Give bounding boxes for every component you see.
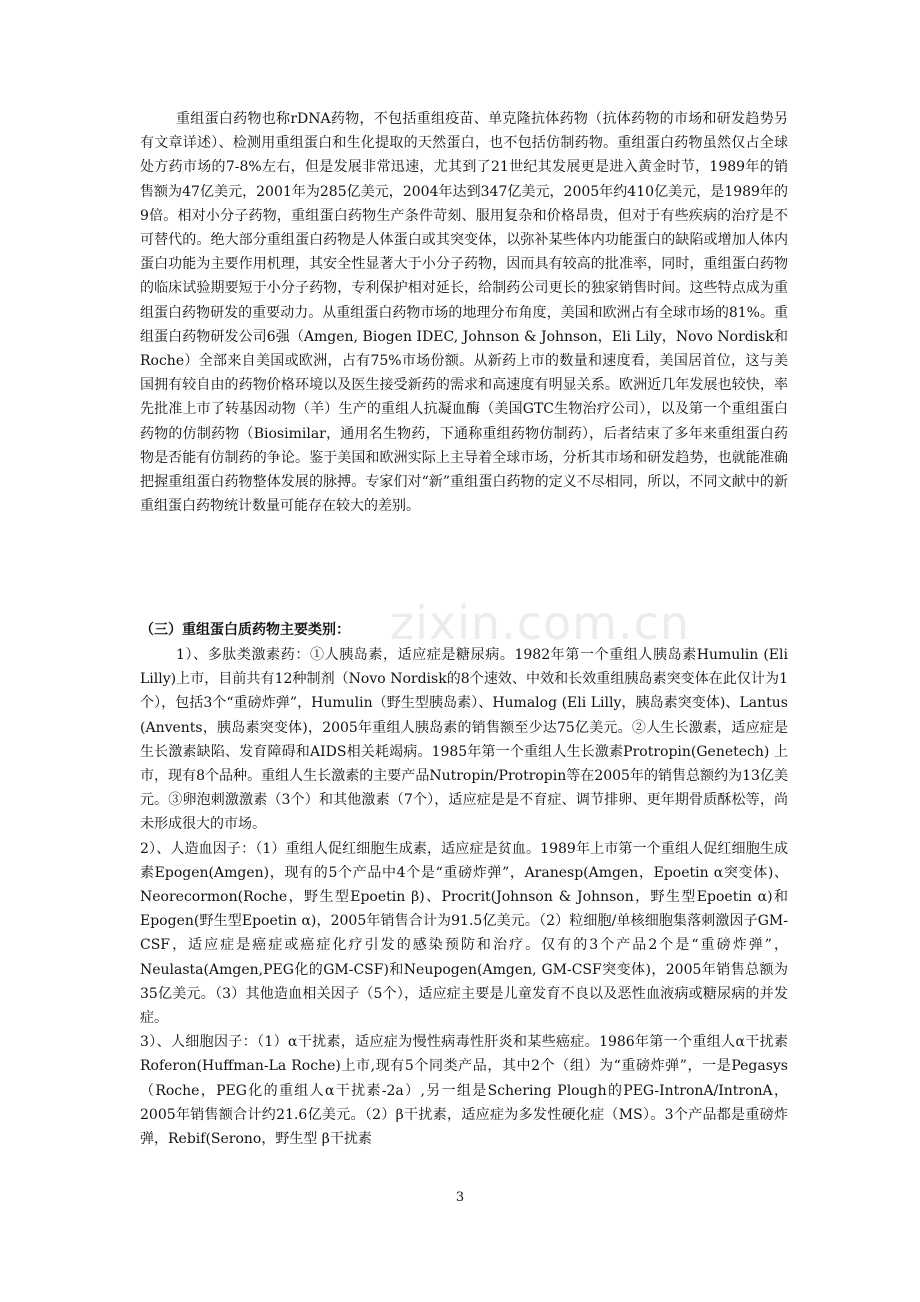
paragraph-blood-factors: 2）、人造血因子：（1）重组人促红细胞生成素，适应症是贫血。1989年上市第一个重组人促红细胞生成素Epogen(Amgen)，现有的5个产品中4个是“重磅炸弹”，Aranesp(Amgen，Epoetin α突变体)、Neorecormon(Roche，野生型Epoetin β)、Procrit(Johnson & Johnson，野生型Epoetin α)和Epogen(野生型Epoetin α)，2005年销售合计为91.5亿美元。（2）粒细胞/单核细胞集落刺激因子GM-CSF，适应症是癌症或癌症化疗引发的感染预防和治疗。仅有的3个产品2个是“重磅炸弹”，Neulasta(Amgen,PEG化的GM-CSF)和Neupogen(Amgen, GM-CSF突变体)，2005年销售总额为35亿美元。（3）其他造血相关因子（5个），适应症主要是儿童发育不良以及恶性血液病或糖尿病的并发症。	[140, 840, 788, 1027]
intro-paragraph: 重组蛋白药物也称rDNA药物，不包括重组疫苗、单克隆抗体药物（抗体药物的市场和研发趋势另有文章详述）、检测用重组蛋白和生化提取的天然蛋白，也不包括仿制药物。重组蛋白药物虽然仅占全球处方药市场的7-8%左右，但是发展非常迅速，尤其到了21世纪其发展更是进入黄金时节，1989年的销售额为47亿美元，2001年为285亿美元，2004年达到347亿美元，2005年约410亿美元，是1989年的9倍。相对小分子药物，重组蛋白药物生产条件苛刻、服用复杂和价格昂贵，但对于有些疾病的治疗是不可替代的。绝大部分重组蛋白药物是人体蛋白或其突变体，以弥补某些体内功能蛋白的缺陷或增加人体内蛋白功能为主要作用机理，其安全性显著大于小分子药物，因而具有较高的批准率，同时，重组蛋白药物的临床试验期要短于小分子药物，专利保护相对延长，给制药公司更长的独家销售时间。这些特点成为重组蛋白药物研发的重要动力。从重组蛋白药物市场的地理分布角度，美国和欧洲占有全球市场的81%。重组蛋白药物研发公司6强（Amgen, Biogen IDEC, Johnson & Johnson，Eli Lily，Novo Nordisk和Roche）全部来自美国或欧洲，占有75%市场份额。从新药上市的数量和速度看，美国居首位，这与美国拥有较自由的药物价格环境以及医生接受新药的需求和高速度有明显关系。欧洲近几年发展也较快，率先批准上市了转基因动物（羊）生产的重组人抗凝血酶（美国GTC生物治疗公司），以及第一个重组蛋白药物的仿制药物（Biosimilar，通用名生物药，下通称重组药物仿制药），后者结束了多年来重组蛋白药物是否能有仿制药的争论。鉴于美国和欧洲实际上主导着全球市场，分析其市场和研发趋势，也就能准确把握重组蛋白药物整体发展的脉搏。专家们对“新”重组蛋白药物的定义不尽相同，所以，不同文献中的新重组蛋白药物统计数量可能存在较大的差别。	[140, 111, 788, 515]
section-content	[140, 643, 788, 1151]
paragraph-peptide-hormones: 1）、多肽类激素药：①人胰岛素，适应症是糖尿病。1982年第一个重组人胰岛素Humulin (Eli Lilly)上市，目前共有12种制剂（Novo Nordisk的8个速效、中效和长效重组胰岛素突变体在此仅计为1个），包括3个“重磅炸弹”，Humulin（野生型胰岛素）、Humalog (Eli Lilly，胰岛素突变体)、Lantus (Anvents，胰岛素突变体)，2005年重组人胰岛素的销售额至少达75亿美元。②人生长激素，适应症是生长激素缺陷、发育障碍和AIDS相关耗竭病。1985年第一个重组人生长激素Protropin(Genetech) 上市，现有8个品种。重组人生长激素的主要产品Nutropin/Protropin等在2005年的销售总额约为13亿美元。③卵泡刺激激素（3个）和其他激素（7个），适应症是是不育症、调节排卵、更年期骨质酥松等，尚未形成很大的市场。	[140, 647, 788, 833]
section-heading: （三）重组蛋白质药物主要类别：	[140, 622, 350, 638]
watermark: zixin.com.cn	[390, 596, 691, 650]
page-number: 3	[455, 1190, 465, 1205]
paragraph-cytokines: 3）、人细胞因子：（1）α干扰素，适应症为慢性病毒性肝炎和某些癌症。1986年第一个重组人α干扰素Roferon(Huffman-La Roche)上市,现有5个同类产品，其中2个（组）为“重磅炸弹”，一是Pegasys（Roche，PEG化的重组人α干扰素-2a）,另一组是Schering Plough的PEG-IntronA/IntronA，2005年销售额合计约21.6亿美元。（2）β干扰素，适应症为多发性硬化症（MS）。3个产品都是重磅炸弹，Rebif(Serono，野生型 β干扰素	[140, 1034, 788, 1148]
